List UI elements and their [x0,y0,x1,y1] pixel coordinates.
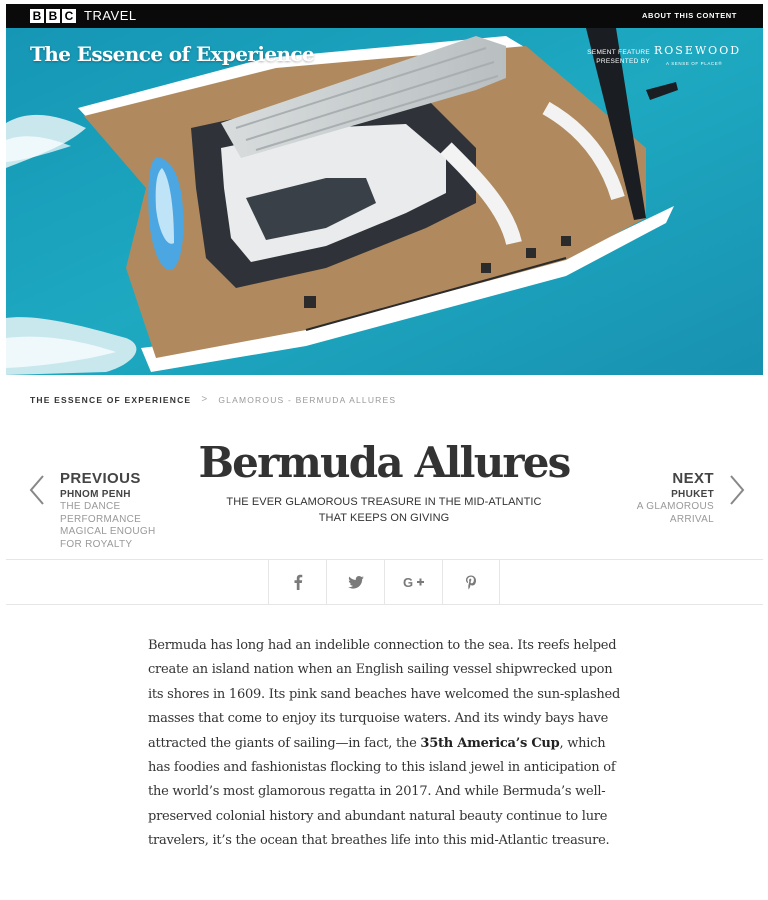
twitter-icon [348,576,364,589]
series-title[interactable]: The Essence of Experience [30,42,315,66]
google-plus-icon [403,575,425,589]
share-pinterest-button[interactable] [442,559,500,605]
article-title: Bermuda Allures [198,438,570,487]
breadcrumb-home-link[interactable]: THE ESSENCE OF EXPERIENCE [30,395,192,405]
article-body-text: Bermuda has long had an indelible connection to the sea. Its reefs helped create an island nation when an English sailing vessel shipwrecked upon its shores in 1609. Its pink sand beaches have welcomed the sun-splashed masses that come to enjoy its turquoise waters. And its windy bays have attracted the giants of sailing—in fact, the [148,638,621,751]
divider [6,604,763,605]
share-twitter-button[interactable] [326,559,384,605]
page [6,4,763,896]
sponsor-label: SEMENT FEATURE PRESENTED BY [587,49,650,65]
chevron-left-icon [28,474,46,506]
breadcrumb-current: GLAMOROUS - BERMUDA ALLURES [218,395,397,405]
bbc-logo-letter: B [30,9,44,23]
article-body-text: , which has foodies and fashionistas flocking to this island jewel in anticipation of the world’s most glamorous regatta in 2017. And while Bermuda’s well-preserved colonial history and abundant natural beauty continue to lure travelers, it’s the ocean that breathes life into this mid-Atlantic treasure. [148,735,616,849]
share-bar [268,559,500,605]
share-facebook-button[interactable] [268,559,326,605]
facebook-icon [293,574,303,590]
article-subtitle: THE EVER GLAMOROUS TREASURE IN THE MID-ATLANTIC THAT KEEPS ON GIVING [226,496,542,524]
top-bar [6,4,763,28]
share-google-plus-button[interactable] [384,559,442,605]
next-heading: NEXT [672,470,714,487]
chevron-right-icon: > [201,394,209,405]
breadcrumb [30,394,396,406]
bbc-logo-letter: C [62,9,76,23]
bbc-logo-letter: B [46,9,60,23]
hero-image [6,28,763,375]
rosewood-logo[interactable]: ROSEWOOD [654,44,742,57]
next-article-link[interactable] [606,466,746,536]
section-name[interactable]: TRAVEL [84,8,137,23]
article-body [148,634,626,854]
catamaran-aerial-photo [6,28,763,375]
americas-cup-highlight: 35th America’s Cup [420,735,560,751]
next-description: A GLAMOROUS ARRIVAL [636,501,714,525]
chevron-right-icon [728,474,746,506]
pinterest-icon [465,575,477,590]
previous-heading: PREVIOUS [60,470,141,487]
bbc-logo[interactable] [30,9,76,23]
next-place: PHUKET [671,489,714,500]
previous-place: PHNOM PENH [60,489,131,500]
previous-article-link[interactable] [28,466,178,558]
previous-description: THE DANCE PERFORMANCE MAGICAL ENOUGH FOR ROYALTY [60,501,156,550]
svg-text:G: G [402,575,413,589]
rosewood-tagline: A SENSE OF PLACE® [666,61,723,66]
about-this-content-link[interactable]: ABOUT THIS CONTENT [642,11,737,20]
